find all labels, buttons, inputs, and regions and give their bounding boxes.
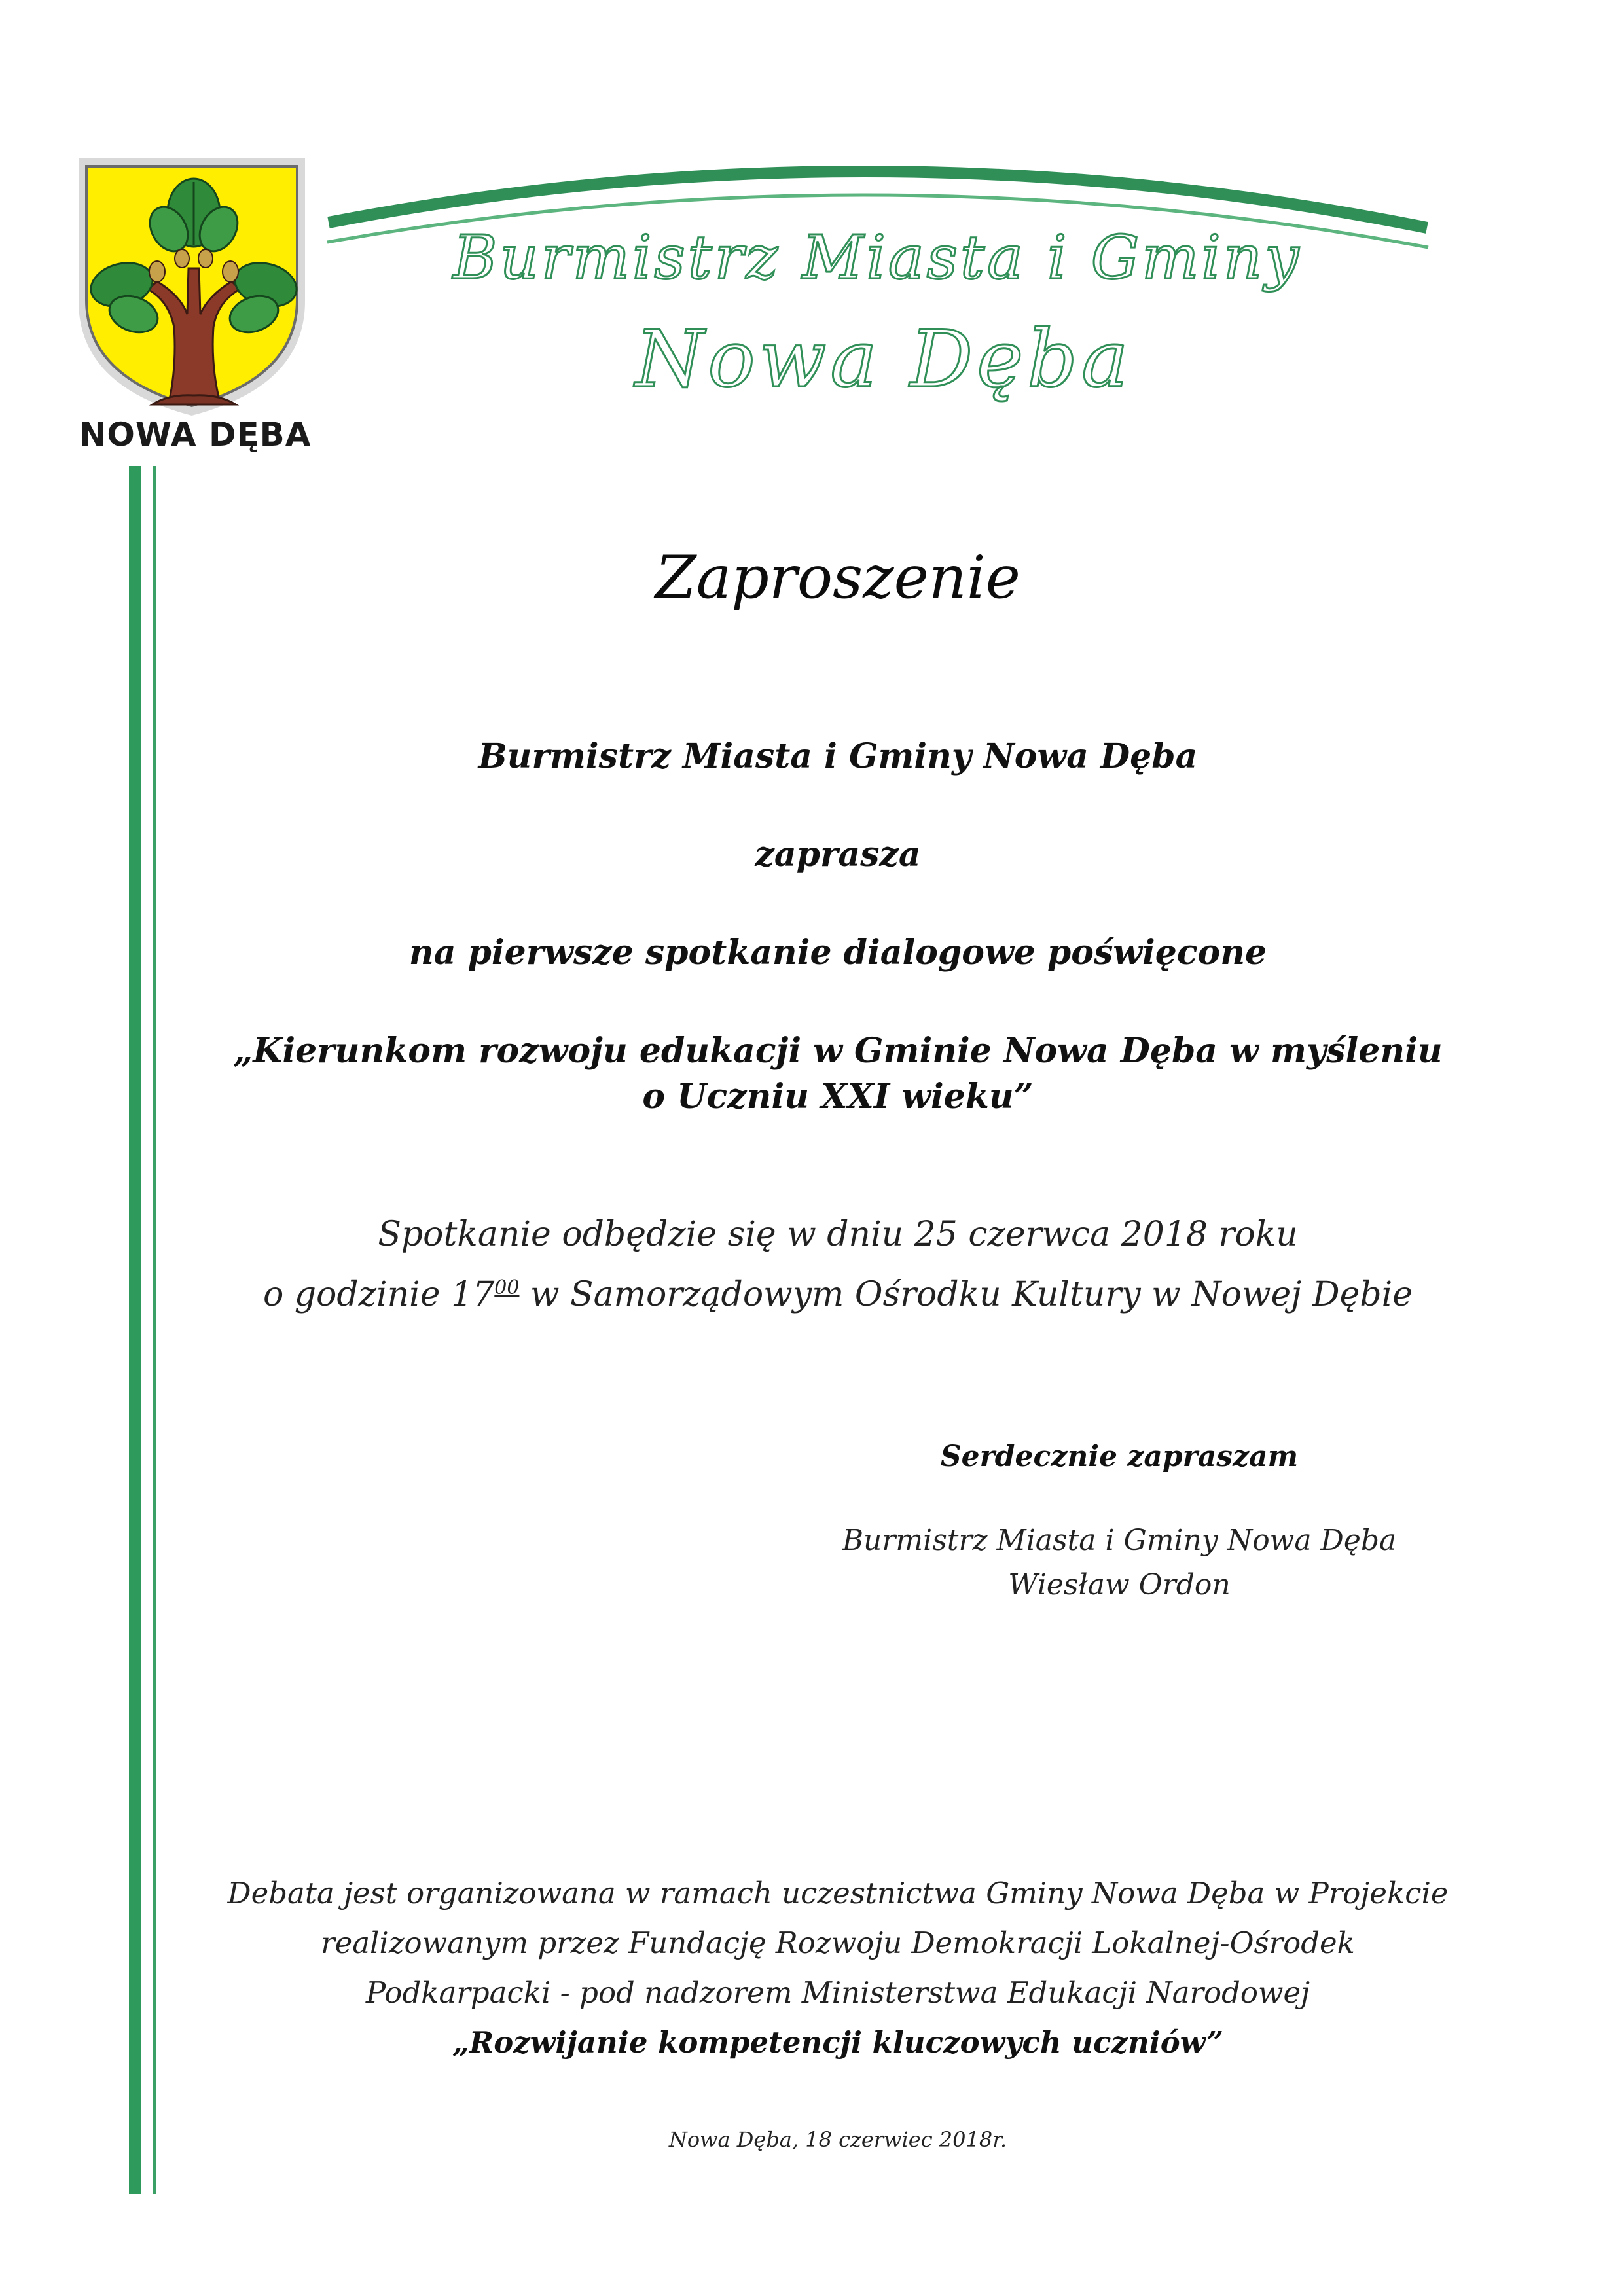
footer-line2: realizowanym przez Fundację Rozwoju Demokracji Lokalnej-Ośrodek <box>321 1926 1355 1960</box>
left-rule-thick <box>129 466 141 2194</box>
banner-title-line2: Nowa Dęba <box>635 314 1132 405</box>
meeting-place-line <box>196 1265 1479 1325</box>
crest-caption: NOWA DĘBA <box>79 416 312 454</box>
footer-line1: Debata jest organizowana w ramach uczestnictwa Gminy Nowa Dęba w Projekcie <box>227 1876 1449 1910</box>
page-title: Zaproszenie <box>655 543 1020 612</box>
signature-role: Burmistrz Miasta i Gminy Nowa Dęba <box>842 1524 1397 1557</box>
invitation-intro: na pierwsze spotkanie dialogowe poświęcone <box>408 933 1267 973</box>
banner-title-line1: Burmistrz Miasta i Gminy <box>452 223 1302 293</box>
signature-name: Wiesław Ordon <box>1008 1568 1231 1602</box>
signature-greeting: Serdecznie zapraszam <box>940 1440 1299 1473</box>
invitation-host: Burmistrz Miasta i Gminy Nowa Dęba <box>478 736 1198 776</box>
invitation-topic-line1: „Kierunkom rozwoju edukacji w Gminie Nowa Dęba w myśleniu <box>233 1031 1443 1071</box>
coat-of-arms <box>71 151 313 458</box>
document-date: Nowa Dęba, 18 czerwiec 2018r. <box>668 2127 1007 2152</box>
meeting-time-minutes: 00 <box>494 1276 520 1299</box>
footer-project-name: „Rozwijanie kompetencji kluczowych uczniów” <box>452 2025 1224 2060</box>
invitation-topic-line2: o Uczniu XXI wieku” <box>642 1077 1034 1117</box>
meeting-date-line: Spotkanie odbędzie się w dniu 25 czerwca 2018 roku <box>378 1215 1298 1254</box>
meeting-time-prefix: o godzinie 17 <box>262 1275 495 1314</box>
invitation-verb: zaprasza <box>755 834 921 874</box>
left-rule-thin <box>153 466 156 2194</box>
oak-tree-icon <box>71 151 313 425</box>
footer-line3: Podkarpacki - pod nadzorem Ministerstwa Edukacji Narodowej <box>365 1975 1310 2010</box>
meeting-place: w Samorządowym Ośrodku Kultury w Nowej Dębie <box>519 1275 1413 1314</box>
